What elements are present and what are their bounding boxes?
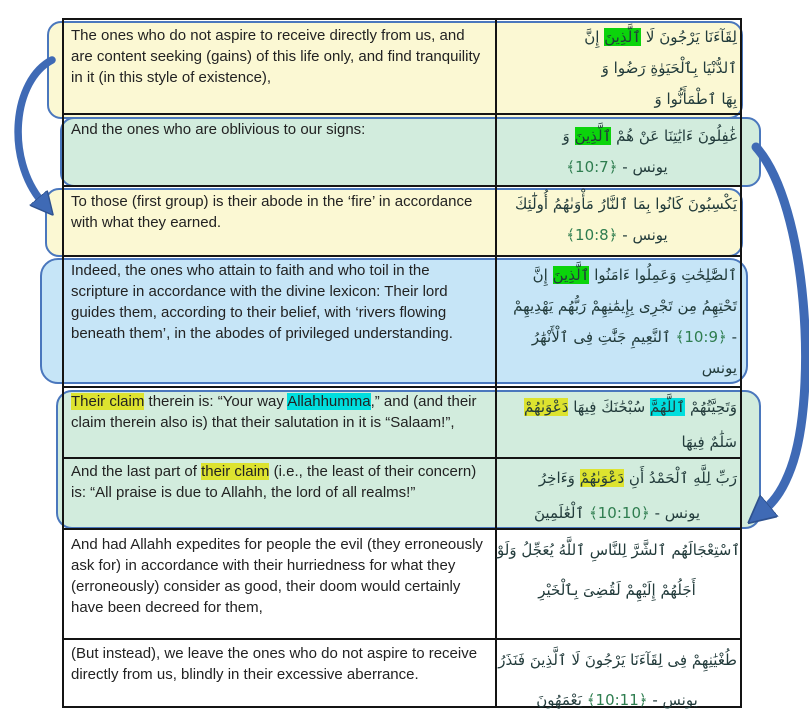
arabic-line — [497, 461, 737, 496]
arabic-word: ٱلشَّرَّ — [631, 541, 667, 559]
english-cell-row1 — [71, 25, 487, 88]
english-text: And had Allahh expedites for people the evil (they erroneously ask for) in accordance with their hurriedness for what they (erroneously) consider as good, their doom would certainly have been decreed for them, — [71, 536, 483, 616]
arabic-word: طُغْيَٰنِهِمْ — [691, 651, 737, 669]
arabic-word: أَجَلُهُمْ — [660, 581, 696, 599]
arabic-word: لِلنَّاسِ — [589, 541, 627, 559]
arabic-word: يونس — [632, 226, 668, 244]
arabic-word: جَنَّٰتِ — [597, 328, 627, 346]
arabic-word: ٱلْعَٰلَمِينَ — [534, 504, 585, 522]
arabic-cell-row8 — [497, 640, 737, 720]
arabic-word: - — [654, 504, 660, 522]
arabic-highlight-word: دَعْوَىٰهُمْ — [523, 398, 569, 416]
arabic-line — [497, 496, 737, 531]
arabic-word: - — [622, 226, 628, 244]
english-cell-row5 — [71, 391, 487, 433]
arabic-word: رَبُّهُم — [557, 297, 587, 315]
arabic-word: فِى — [573, 328, 594, 346]
arabic-word: إِلَيْهِمْ — [625, 581, 656, 599]
verse-reference: ﴾10:8﴿ — [566, 226, 618, 244]
arabic-highlight-word: ٱلَّذِينَ — [574, 127, 612, 145]
english-text: ,” and (and their claim therein also is) that their salutation in it is “Salaam!”, — [71, 393, 477, 431]
arabic-word: غَٰفِلُونَ — [697, 127, 737, 145]
english-cell-row2 — [71, 119, 487, 140]
arabic-line — [497, 425, 737, 460]
arabic-word: يَكْسِبُونَ — [687, 195, 737, 213]
arabic-word: أَنِ — [628, 469, 645, 487]
arabic-word: يُعَجِّلُ — [521, 541, 554, 559]
arabic-cell-row3 — [497, 189, 737, 251]
english-cell-row3 — [71, 191, 487, 233]
arabic-word: عَنْ — [638, 127, 660, 145]
arabic-word: يَعْمَهُونَ — [536, 691, 582, 709]
arabic-word: فِيهَا — [681, 433, 705, 451]
arabic-word: ٱلَّذِينَ — [529, 651, 567, 669]
arabic-word: تَجْرِى — [638, 297, 673, 315]
arabic-word: سَلَٰمٌ — [709, 433, 737, 451]
arabic-word: لِلَّهِ — [693, 469, 711, 487]
arabic-word: لِقَآءَنَا — [630, 651, 663, 669]
arabic-word: - — [622, 158, 628, 176]
arabic-line — [497, 291, 737, 322]
english-cell-row4 — [71, 260, 487, 344]
english-text: To those (first group) is their abode in the ‘fire’ in accordance with what they earned. — [71, 193, 473, 231]
english-text: The ones who do not aspire to receive directly from us, and are content seeking (gains) of this life only, and find tranquility in it (in this style of existence), — [71, 27, 481, 86]
arabic-word: رَضُوا — [613, 59, 646, 77]
arabic-cell-row6 — [497, 461, 737, 531]
english-text: therein is: “Your way — [144, 393, 288, 410]
arabic-word: ٱللَّهُ — [558, 541, 585, 559]
arabic-line — [497, 353, 737, 384]
verse-reference: ﴾10:10﴿ — [588, 504, 650, 522]
arabic-word: مِن — [677, 297, 697, 315]
english-cell-row6 — [71, 461, 487, 503]
arabic-line — [497, 680, 737, 720]
arabic-word: وَعَمِلُوا — [634, 266, 677, 284]
arabic-word: ٱلدُّنْيَا — [702, 59, 737, 77]
arabic-word: يونس — [701, 359, 737, 377]
arabic-word: بِمَا — [633, 195, 651, 213]
english-cell-row7 — [71, 534, 487, 618]
arabic-word: ٱلْأَنْهَٰرُ — [531, 328, 569, 346]
arabic-cell-row7 — [497, 530, 741, 610]
arabic-word: بِإِيمَٰنِهِمْ — [591, 297, 635, 315]
arabic-line — [497, 260, 737, 291]
arabic-word: ءَامَنُوا — [594, 266, 630, 284]
arabic-word: رَبِّ — [715, 469, 737, 487]
english-cell-row8 — [71, 643, 487, 685]
arabic-word: بِهَا — [721, 90, 737, 108]
arabic-line — [497, 390, 737, 425]
arabic-word: ٱسْتِعْجَالَهُم — [671, 541, 741, 559]
arabic-line — [497, 53, 737, 84]
arabic-word: بِٱلْخَيْرِ — [538, 581, 579, 599]
arabic-line — [497, 530, 741, 570]
verse-reference: ﴾10:7﴿ — [566, 158, 618, 176]
verse-reference: ﴾10:9﴿ — [675, 328, 727, 346]
arabic-word: لَا — [571, 651, 581, 669]
arabic-word: فِى — [667, 651, 688, 669]
english-highlight: Allahhumma — [287, 393, 371, 410]
arabic-word: يَرْجُونَ — [584, 651, 626, 669]
arabic-word: كَانُوا — [655, 195, 684, 213]
table-row-divider — [62, 386, 742, 388]
arabic-word: ٱلصَّٰلِحَٰتِ — [681, 266, 737, 284]
arabic-highlight-word: ٱلَّذِينَ — [552, 266, 590, 284]
arabic-word: يَهْدِيهِمْ — [513, 297, 554, 315]
arabic-word: وَءَاخِرُ — [538, 469, 575, 487]
arabic-line — [497, 322, 737, 353]
arabic-word: فِيهَا — [573, 398, 597, 416]
arabic-word: - — [731, 328, 737, 346]
arabic-word: تَحْتِهِمُ — [701, 297, 737, 315]
arabic-word: وَ — [601, 59, 609, 77]
arabic-word: إِنَّ — [584, 28, 600, 46]
arabic-word: ٱلْحَمْدُ — [648, 469, 689, 487]
arabic-line — [497, 121, 737, 152]
arabic-word: ءَايَٰتِنَا — [664, 127, 694, 145]
arabic-word: سُبْحَٰنَكَ — [601, 398, 646, 416]
english-text: And the last part of — [71, 463, 202, 480]
arabic-cell-row1 — [497, 22, 737, 115]
arabic-line — [497, 220, 737, 251]
arabic-word: وَ — [654, 90, 662, 108]
english-highlight: Their claim — [71, 393, 145, 410]
arrow-right — [756, 147, 806, 510]
arabic-word: لَقُضِىَ — [583, 581, 621, 599]
arabic-word: لِقَآءَنَا — [704, 28, 737, 46]
arabic-word: بِٱلْحَيَوٰةِ — [650, 59, 698, 77]
arabic-word: وَ — [562, 127, 570, 145]
arabic-word: يونس — [662, 691, 698, 709]
english-text: Indeed, the ones who attain to faith and who toil in the scripture in accordance with the divine lexicon: Their lord guides them, according to their belief, with ‘rivers flowing beneath them’, in the abodes of privileged understanding. — [71, 262, 453, 342]
arabic-word: فَنَذَرُ — [498, 651, 526, 669]
english-text: And the ones who are oblivious to our signs: — [71, 121, 366, 138]
english-text: (i.e., the least of their concern) is: “All praise is due to Allahh, the lord of all realms!” — [71, 463, 477, 501]
arabic-word: مَأْوَىٰهُمُ — [552, 195, 594, 213]
arabic-highlight-word: ٱلَّذِينَ — [604, 28, 642, 46]
arabic-line — [497, 22, 737, 53]
arabic-word: يَرْجُونَ — [659, 28, 700, 46]
english-highlight: their claim — [201, 463, 270, 480]
arabic-word: وَتَحِيَّتُهُمْ — [689, 398, 737, 416]
arabic-word: أُولَٰٓئِكَ — [514, 195, 549, 213]
arabic-word: - — [652, 691, 658, 709]
arabic-cell-row5 — [497, 390, 737, 460]
arabic-line — [497, 152, 737, 183]
arabic-word: لَا — [645, 28, 655, 46]
verse-reference: ﴾10:11﴿ — [586, 691, 648, 709]
arabic-word: يونس — [632, 158, 668, 176]
arabic-line — [497, 84, 737, 115]
arabic-cell-row4 — [497, 260, 737, 384]
arabic-cell-row2 — [497, 121, 737, 183]
english-text: (But instead), we leave the ones who do not aspire to receive directly from us, blindly in their excessive aberrance. — [71, 645, 478, 683]
arabic-word: ٱلنَّارُ — [598, 195, 629, 213]
arabic-word: إِنَّ — [532, 266, 548, 284]
arabic-word: ٱلنَّعِيمِ — [631, 328, 671, 346]
arabic-word: يونس — [664, 504, 700, 522]
arabic-line — [497, 570, 737, 610]
arabic-line — [497, 640, 737, 680]
arabic-word: ٱطْمَأَنُّوا — [666, 90, 717, 108]
arabic-word: هُمْ — [616, 127, 635, 145]
arabic-line — [497, 189, 737, 220]
arabic-highlight-word: ٱللَّهُمَّ — [649, 398, 686, 416]
arabic-word: وَلَوْ — [497, 541, 517, 559]
arabic-highlight-word: دَعْوَىٰهُمْ — [579, 469, 625, 487]
